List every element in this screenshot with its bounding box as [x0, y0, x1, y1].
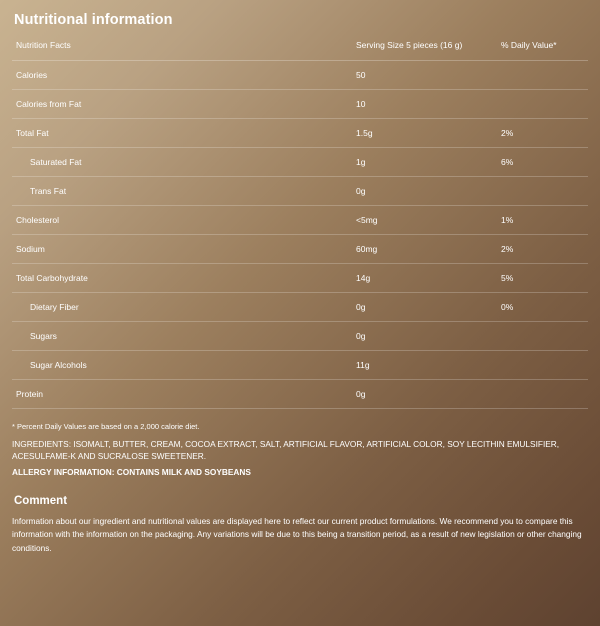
- table-header: [12, 38, 588, 61]
- row-label: Dietary Fiber: [12, 293, 352, 322]
- row-label: Sugar Alcohols: [12, 351, 352, 380]
- page-title: Nutritional information: [14, 12, 173, 28]
- row-daily-value: [497, 61, 588, 90]
- row-amount: 1g: [352, 148, 497, 177]
- table-row: [12, 322, 588, 351]
- row-amount: 1.5g: [352, 119, 497, 148]
- daily-value-note: * Percent Daily Values are based on a 2,000 calorie diet.: [12, 422, 200, 431]
- row-amount: 14g: [352, 264, 497, 293]
- table-row: [12, 148, 588, 177]
- row-daily-value: [497, 90, 588, 119]
- comment-body: Information about our ingredient and nutritional values are displayed here to reflect our current product formulations. We recommend you to compare this information with the information on the packaging. Any variations will be due to this being a transition period, as a result of new legislation or other changing conditions.: [12, 515, 582, 553]
- comment-title: Comment: [14, 494, 68, 507]
- row-label: Protein: [12, 380, 352, 409]
- row-daily-value: 0%: [497, 293, 588, 322]
- row-label: Calories: [12, 61, 352, 90]
- ingredients-text: INGREDIENTS: ISOMALT, BUTTER, CREAM, COCOA EXTRACT, SALT, ARTIFICIAL FLAVOR, ARTIFICIAL COLOR, SOY LECITHIN EMULSIFIER, ACESULFAME-K AND SUCRALOSE SWEETENER.: [12, 439, 560, 462]
- row-amount: 0g: [352, 293, 497, 322]
- table-row: [12, 61, 588, 90]
- table-row: [12, 119, 588, 148]
- table-row: [12, 351, 588, 380]
- row-amount: 50: [352, 61, 497, 90]
- row-label: Calories from Fat: [12, 90, 352, 119]
- row-amount: 0g: [352, 380, 497, 409]
- row-daily-value: [497, 351, 588, 380]
- row-amount: 11g: [352, 351, 497, 380]
- row-amount: <5mg: [352, 206, 497, 235]
- row-daily-value: [497, 380, 588, 409]
- table-header-row: [12, 38, 588, 61]
- row-daily-value: 6%: [497, 148, 588, 177]
- row-daily-value: [497, 177, 588, 206]
- column-header-daily-value: % Daily Value*: [497, 38, 588, 61]
- table-body: [12, 61, 588, 409]
- table-row: [12, 235, 588, 264]
- table-row: [12, 264, 588, 293]
- row-label: Total Fat: [12, 119, 352, 148]
- row-amount: 10: [352, 90, 497, 119]
- row-daily-value: 2%: [497, 235, 588, 264]
- row-daily-value: 1%: [497, 206, 588, 235]
- row-amount: 60mg: [352, 235, 497, 264]
- row-label: Total Carbohydrate: [12, 264, 352, 293]
- column-header-nutrient: Nutrition Facts: [12, 38, 352, 61]
- nutrition-facts-table: [12, 38, 588, 409]
- row-daily-value: 5%: [497, 264, 588, 293]
- table-row: [12, 206, 588, 235]
- row-label: Sugars: [12, 322, 352, 351]
- row-amount: 0g: [352, 322, 497, 351]
- table-row: [12, 293, 588, 322]
- table-row: [12, 380, 588, 409]
- column-header-serving-size: Serving Size 5 pieces (16 g): [352, 38, 497, 61]
- row-amount: 0g: [352, 177, 497, 206]
- table-row: [12, 90, 588, 119]
- row-label: Trans Fat: [12, 177, 352, 206]
- footnotes: [12, 421, 588, 479]
- row-label: Cholesterol: [12, 206, 352, 235]
- row-daily-value: [497, 322, 588, 351]
- row-daily-value: 2%: [497, 119, 588, 148]
- allergy-information: ALLERGY INFORMATION: CONTAINS MILK AND SOYBEANS: [12, 467, 251, 478]
- table-row: [12, 177, 588, 206]
- row-label: Saturated Fat: [12, 148, 352, 177]
- row-label: Sodium: [12, 235, 352, 264]
